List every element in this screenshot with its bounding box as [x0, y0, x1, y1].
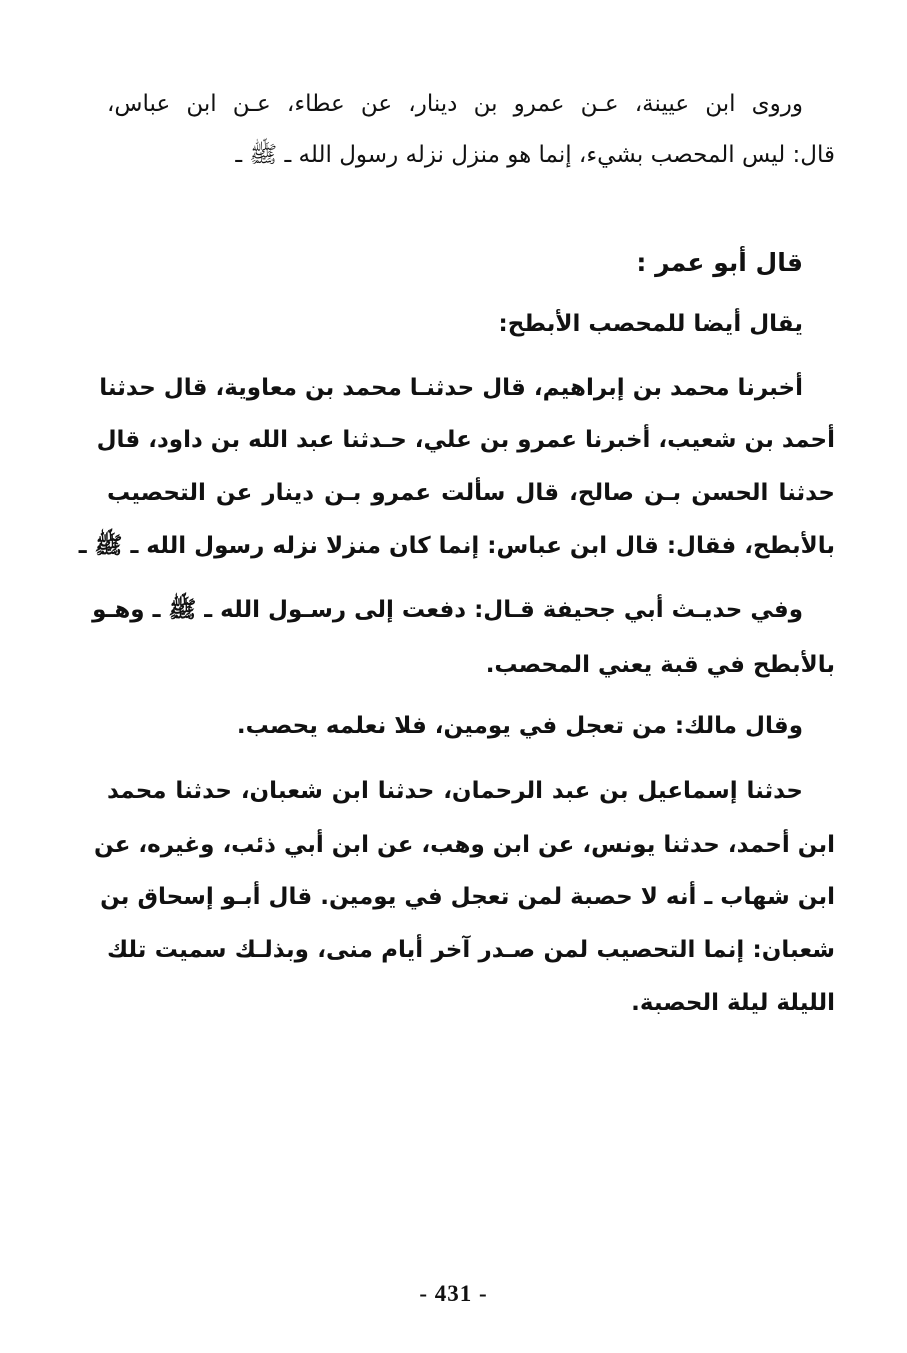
section-subheading: يقال أيضا للمحصب الأبطح:: [498, 311, 803, 337]
page-number: - 431 -: [419, 1281, 488, 1306]
paragraph-5-line-1: حدثنا إسماعيل بن عبد الرحمان، حدثنا ابن شعبان، حدثنا محمد: [107, 778, 803, 804]
paragraph-3-line-1: وفي حديـث أبي جحيفة قـال: دفعت إلى رسـول الله ـ ﷺ ـ وهـو: [92, 597, 803, 623]
paragraph-1-line-2: قال: ليس المحصب بشيء، إنما هو منزل نزله رسول الله ـ ﷺ ـ: [235, 142, 835, 168]
paragraph-4: وقال مالك: من تعجل في يومين، فلا نعلمه يحصب.: [236, 713, 803, 739]
paragraph-3-line-2: بالأبطح في قبة يعني المحصب.: [485, 652, 835, 678]
paragraph-5-line-5: الليلة ليلة الحصبة.: [631, 990, 835, 1016]
paragraph-2-line-2: أحمد بن شعيب، أخبرنا عمرو بن علي، حـدثنا عبد الله بن داود، قال: [96, 427, 835, 453]
paragraph-5-line-4: شعبان: إنما التحصيب لمن صـدر آخر أيام منى، وبذلـك سميت تلك: [107, 937, 835, 963]
paragraph-2-line-1: أخبرنا محمد بن إبراهيم، قال حدثنـا محمد بن معاوية، قال حدثنا: [99, 375, 803, 401]
section-heading: قال أبو عمر :: [636, 248, 803, 277]
paragraph-5-line-2: ابن أحمد، حدثنا يونس، عن ابن وهب، عن ابن أبي ذئب، وغيره، عن: [94, 832, 835, 858]
paragraph-5-line-3: ابن شهاب ـ أنه لا حصبة لمن تعجل في يومين. قال أبـو إسحاق بن: [100, 884, 835, 910]
paragraph-1-line-1: وروى ابن عيينة، عـن عمرو بن دينار، عن عطاء، عـن ابن عباس،: [107, 91, 803, 117]
paragraph-2-line-4: بالأبطح، فقال: قال ابن عباس: إنما كان منزلا نزله رسول الله ـ ﷺ ـ: [78, 533, 835, 559]
paragraph-2-line-3: حدثنا الحسن بـن صالح، قال سألت عمرو بـن دينار عن التحصيب: [107, 480, 835, 506]
